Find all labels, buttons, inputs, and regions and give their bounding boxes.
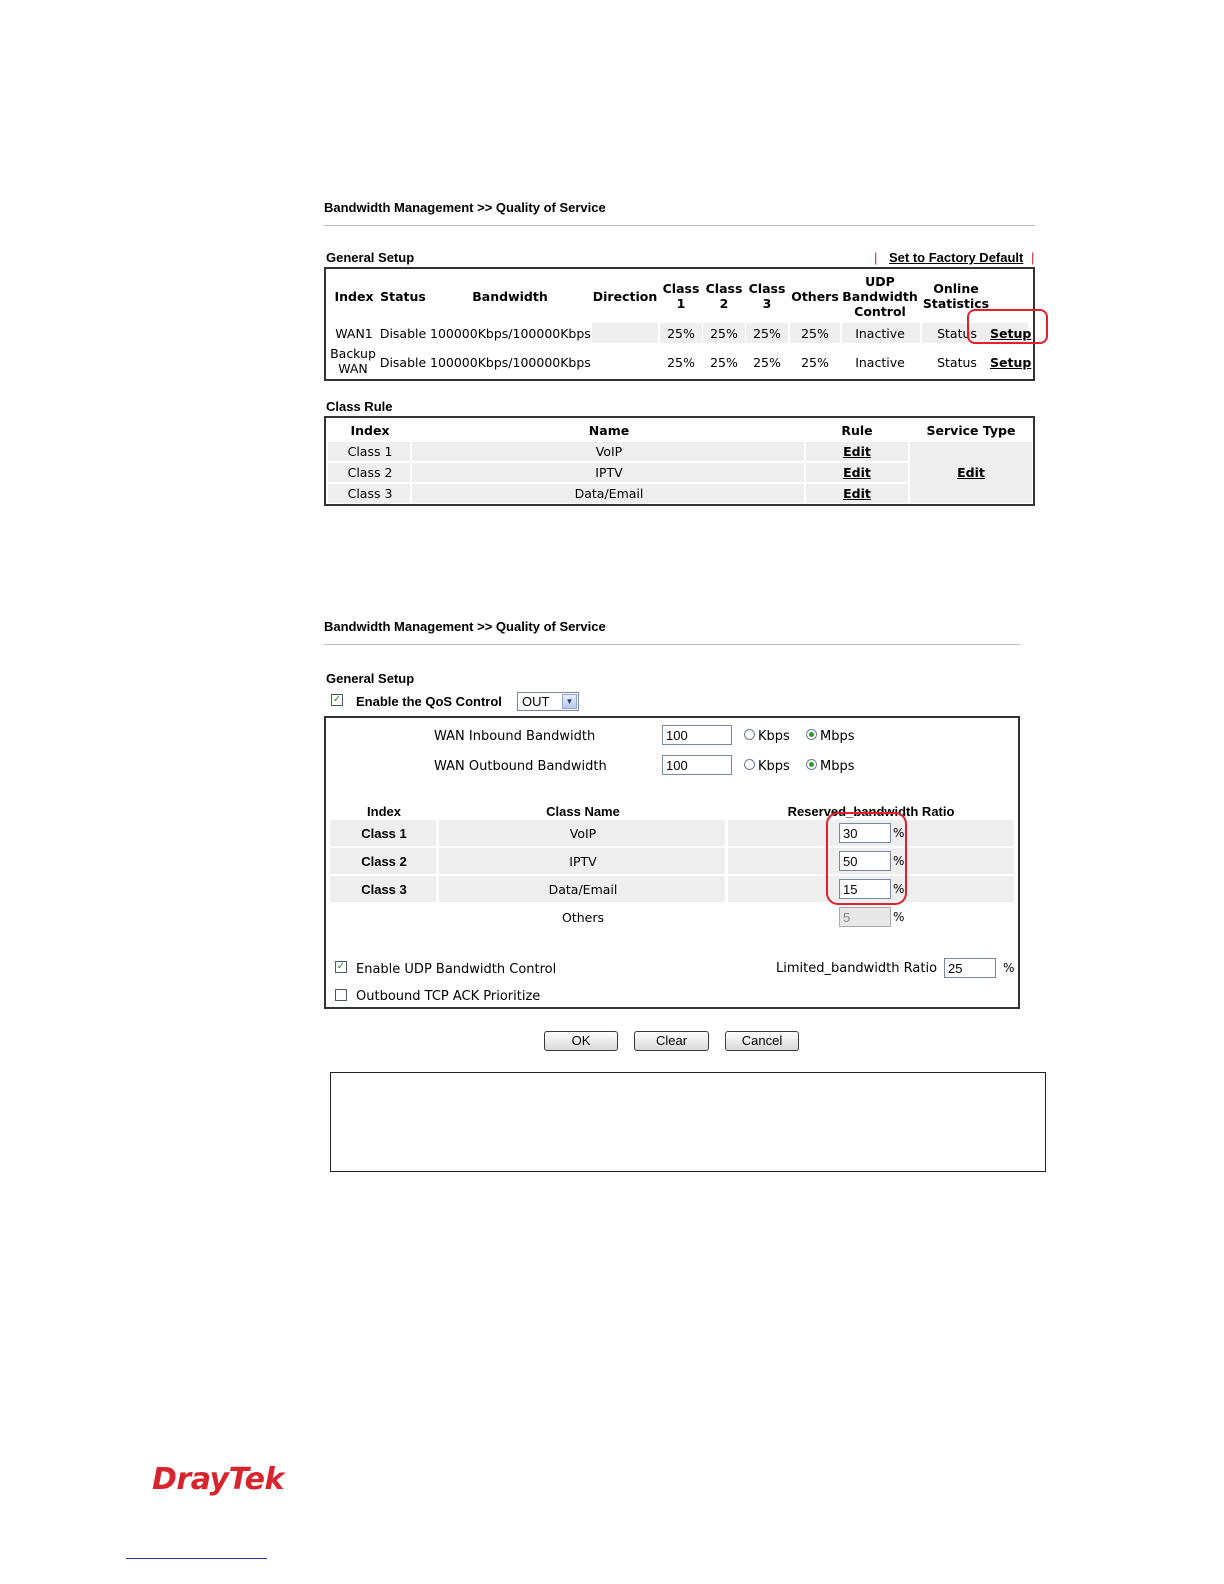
row1-class2: 25%: [710, 326, 738, 341]
class1-name: VoIP: [569, 826, 597, 841]
enable-qos-label: Enable the QoS Control: [356, 694, 502, 709]
inbound-bandwidth-input[interactable]: 100: [662, 725, 732, 745]
col-bandwidth: Bandwidth: [472, 289, 548, 304]
class3-name: Data/Email: [548, 882, 618, 897]
class2-ratio-input[interactable]: 50: [839, 851, 891, 871]
inbound-label: WAN Inbound Bandwidth: [434, 729, 596, 744]
col-index: Index: [367, 804, 401, 819]
row2-class2: 25%: [710, 355, 738, 370]
class1-ratio-input[interactable]: 30: [839, 823, 891, 843]
col-direction: Direction: [592, 289, 658, 304]
class2-index: Class 2: [361, 854, 407, 869]
class-rule-name: Data/Email: [574, 486, 644, 501]
enable-qos-checkbox[interactable]: ✓: [332, 694, 342, 705]
divider: [324, 225, 1035, 226]
direction-select-value: OUT: [522, 694, 550, 709]
row-shade: [592, 323, 658, 343]
row1-index: WAN1: [335, 326, 373, 341]
row1-class3: 25%: [753, 326, 781, 341]
direction-select[interactable]: [517, 692, 579, 711]
percent-label: %: [893, 882, 905, 896]
factory-default-bar: [874, 250, 1034, 265]
qos-settings-panel: [324, 716, 1020, 1009]
draytek-logo: DrayTek: [152, 1462, 284, 1497]
highlight-ratios: [826, 812, 907, 905]
row2-bandwidth: 100000Kbps/100000Kbps: [430, 355, 591, 370]
percent-label: %: [1003, 961, 1015, 975]
class-rule-name: VoIP: [595, 444, 623, 459]
col-index: Index: [334, 289, 374, 304]
class-rule-name: IPTV: [595, 465, 623, 480]
highlight-setup: [967, 309, 1048, 344]
inbound-kbps-radio[interactable]: [744, 729, 755, 740]
col-others: Others: [791, 289, 839, 304]
col-name: Name: [588, 423, 630, 438]
separator: |: [874, 250, 878, 265]
row1-status-link[interactable]: Status: [937, 326, 977, 341]
percent-label: %: [893, 826, 905, 840]
service-type-edit-link[interactable]: Edit: [957, 465, 985, 480]
row2-setup-link[interactable]: Setup: [990, 355, 1032, 370]
limited-ratio-input[interactable]: 25: [944, 958, 996, 978]
col-index: Index: [350, 423, 390, 438]
class-rule-title: Class Rule: [326, 399, 393, 414]
outbound-bandwidth-input[interactable]: 100: [662, 755, 732, 775]
note-box: [330, 1072, 1046, 1172]
class3-index: Class 3: [361, 882, 407, 897]
separator: |: [1031, 250, 1035, 265]
divider: [324, 644, 1020, 645]
ok-button[interactable]: OK: [544, 1031, 618, 1051]
row1-bandwidth: 100000Kbps/100000Kbps: [430, 326, 591, 341]
unit-label: Kbps: [758, 759, 790, 774]
row2-udp: Inactive: [855, 355, 905, 370]
col-rule: Rule: [841, 423, 873, 438]
class1-edit-link[interactable]: Edit: [843, 444, 871, 459]
col-class3: Class 3: [748, 281, 786, 311]
row2-index: Backup WAN: [330, 346, 376, 376]
percent-label: %: [893, 910, 905, 924]
col-status: Status: [380, 289, 426, 304]
others-ratio-input: 5: [839, 907, 891, 927]
class-rule-table: [324, 416, 1035, 506]
unit-label: Mbps: [820, 759, 855, 774]
col-class-name: Class Name: [546, 804, 620, 819]
inbound-mbps-radio[interactable]: [806, 729, 817, 740]
unit-label: Mbps: [820, 729, 855, 744]
class2-name: IPTV: [569, 854, 597, 869]
set-to-factory-default-link[interactable]: Set to Factory Default: [889, 250, 1024, 265]
col-reserved-ratio: Reserved_bandwidth Ratio: [787, 804, 955, 819]
breadcrumb: Bandwidth Management >> Quality of Service: [324, 619, 606, 634]
limited-ratio-label: Limited_bandwidth Ratio: [776, 961, 938, 976]
udp-control-checkbox[interactable]: ✓: [336, 961, 346, 972]
row1-status: Disable: [379, 326, 427, 341]
general-setup-title: General Setup: [326, 671, 415, 686]
col-class1: Class 1: [662, 281, 700, 311]
row2-status-link[interactable]: Status: [937, 355, 977, 370]
row1-udp: Inactive: [855, 326, 905, 341]
row2-class3: 25%: [753, 355, 781, 370]
udp-control-label: Enable UDP Bandwidth Control: [356, 962, 557, 977]
row1-others: 25%: [801, 326, 829, 341]
col-service-type: Service Type: [926, 423, 1016, 438]
row2-others: 25%: [801, 355, 829, 370]
col-online-statistics: Online Statistics: [922, 281, 990, 311]
row1-setup-link[interactable]: Setup: [990, 326, 1032, 341]
col-udp: UDP Bandwidth Control: [842, 274, 918, 319]
clear-button[interactable]: Clear: [634, 1031, 709, 1051]
row1-class1: 25%: [667, 326, 695, 341]
class3-ratio-input[interactable]: 15: [839, 879, 891, 899]
class-rule-index: Class 1: [347, 444, 393, 459]
wan-qos-table: [324, 267, 1035, 381]
cancel-button[interactable]: Cancel: [725, 1031, 799, 1051]
outbound-mbps-radio[interactable]: [806, 759, 817, 770]
tcp-ack-checkbox[interactable]: [335, 989, 347, 1001]
row2-status: Disable: [379, 355, 427, 370]
class3-edit-link[interactable]: Edit: [843, 486, 871, 501]
outbound-kbps-radio[interactable]: [744, 759, 755, 770]
chevron-down-icon: ▼: [562, 694, 577, 709]
class-rule-index: Class 2: [347, 465, 393, 480]
general-setup-title: General Setup: [326, 250, 415, 265]
outbound-label: WAN Outbound Bandwidth: [434, 759, 607, 774]
tcp-ack-label: Outbound TCP ACK Prioritize: [356, 989, 541, 1004]
class-rule-index: Class 3: [347, 486, 393, 501]
row2-class1: 25%: [667, 355, 695, 370]
breadcrumb: Bandwidth Management >> Quality of Service: [324, 200, 606, 215]
class1-index: Class 1: [361, 826, 407, 841]
col-class2: Class 2: [705, 281, 743, 311]
footer-rule: [126, 1558, 267, 1559]
class2-edit-link[interactable]: Edit: [843, 465, 871, 480]
percent-label: %: [893, 854, 905, 868]
unit-label: Kbps: [758, 729, 790, 744]
others-label: Others: [561, 910, 604, 925]
